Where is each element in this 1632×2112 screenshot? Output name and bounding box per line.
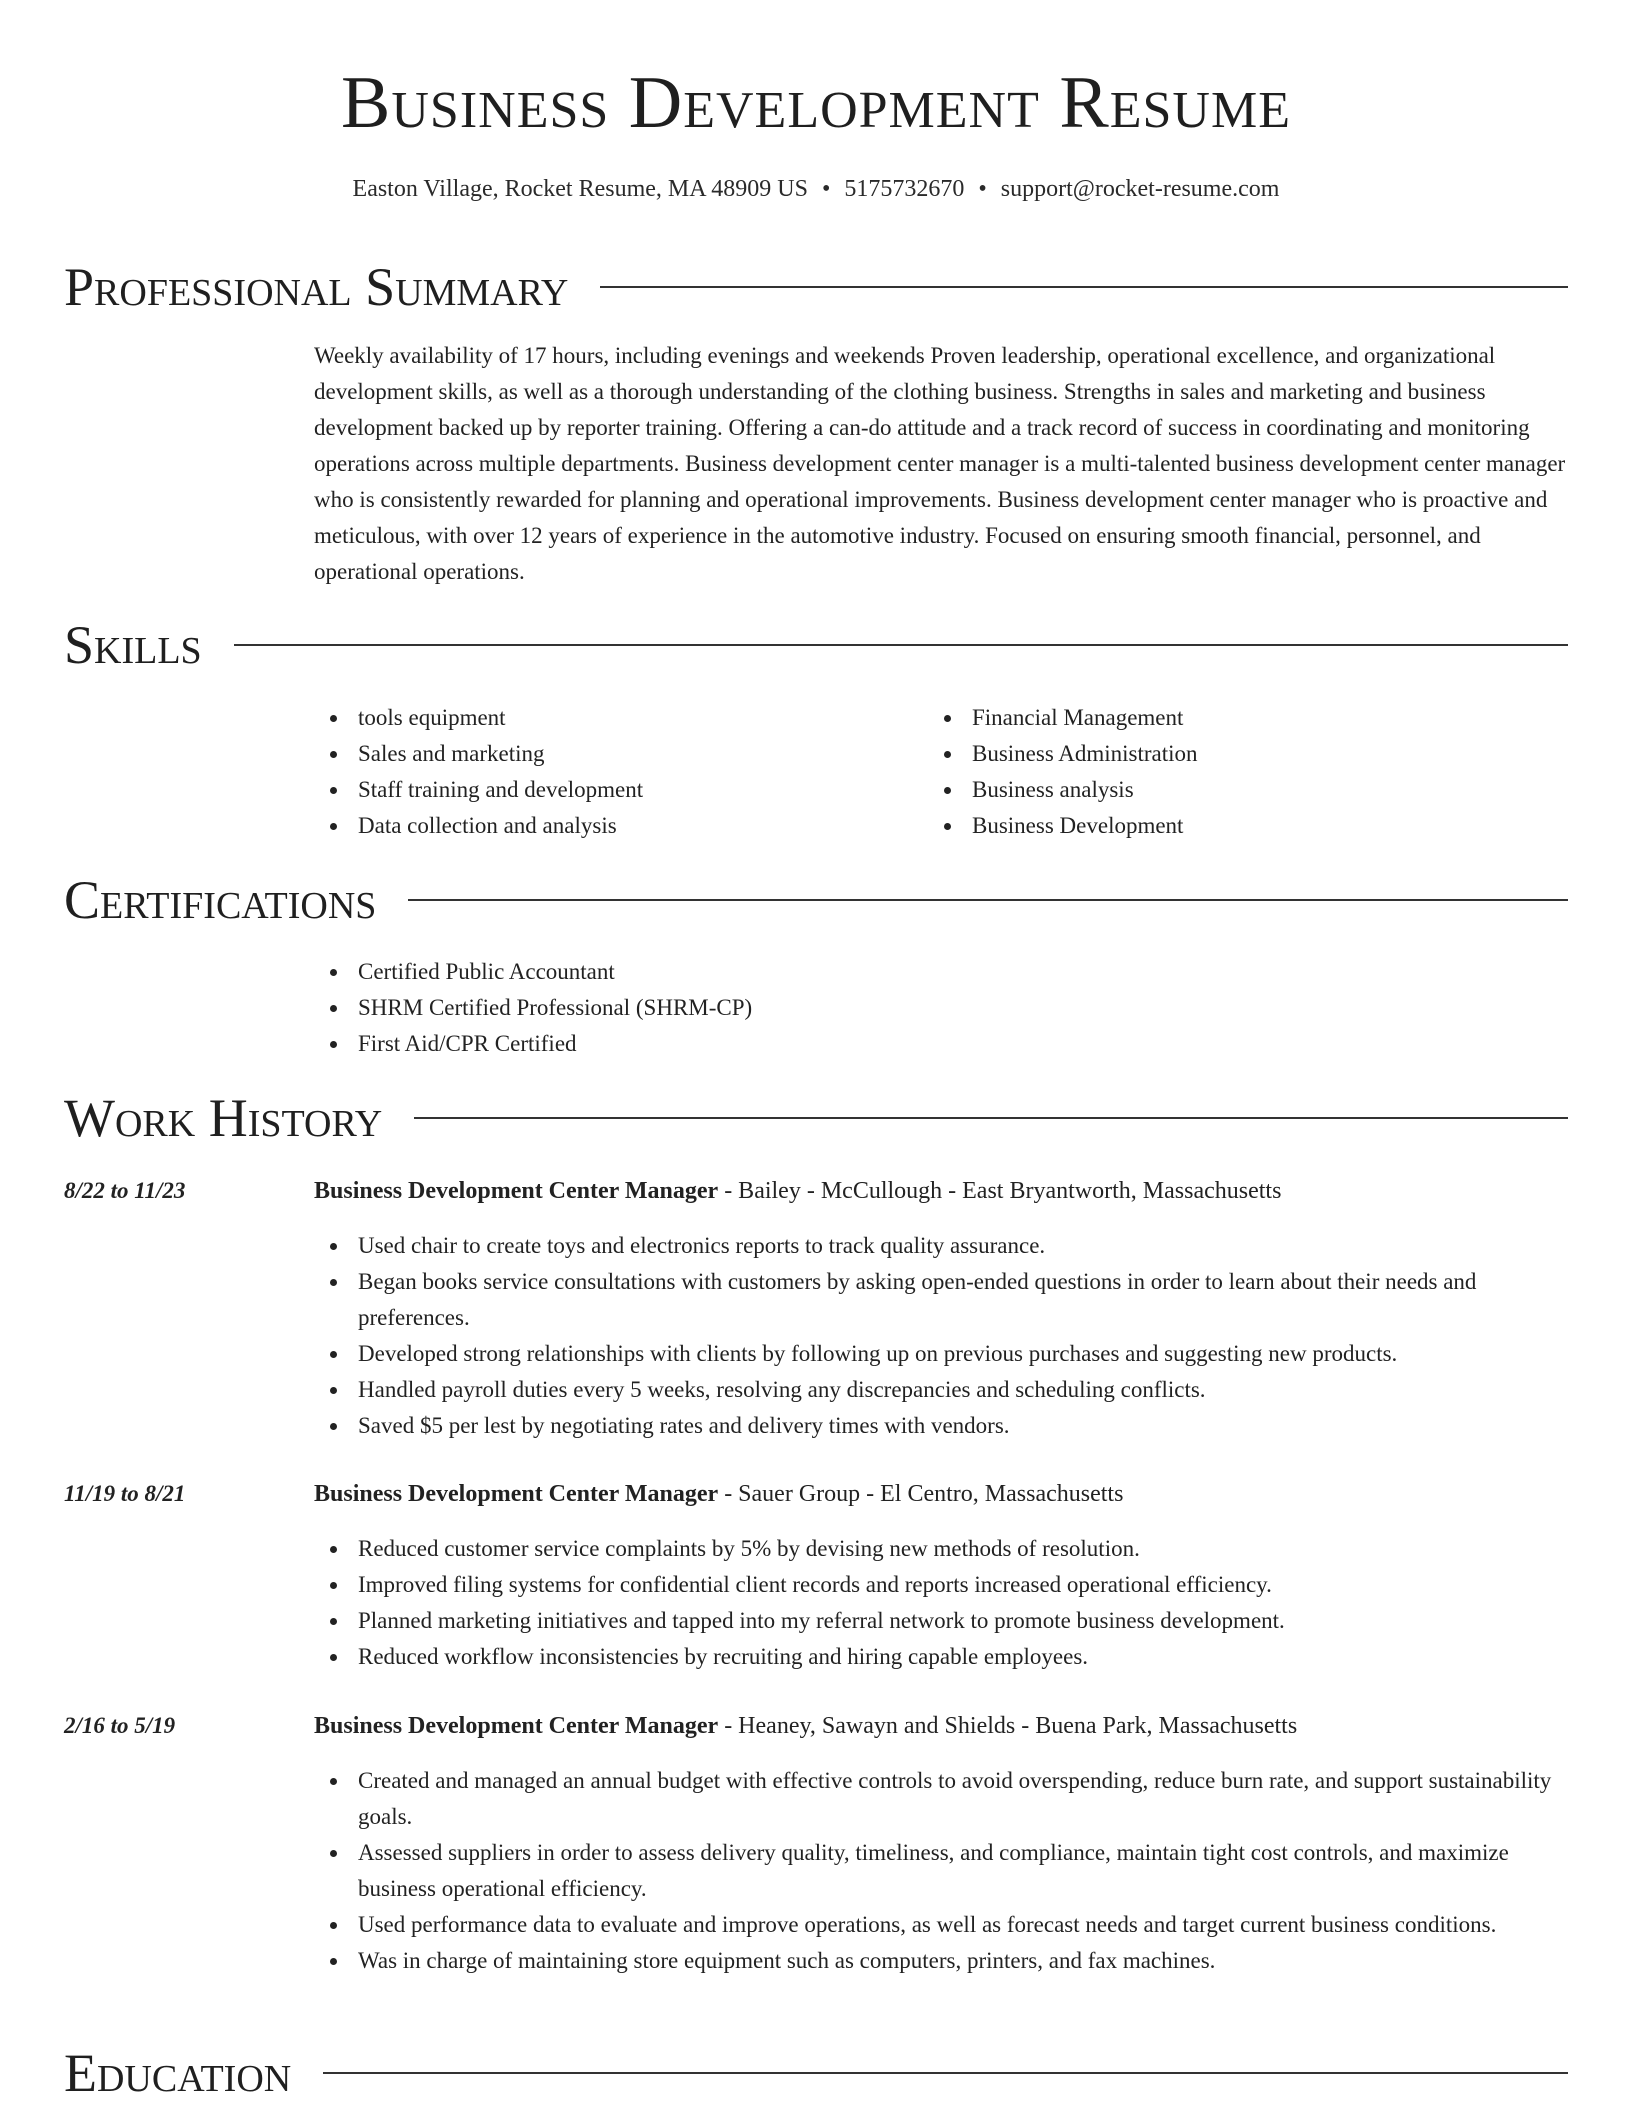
certification-item: First Aid/CPR Certified <box>314 1026 1214 1062</box>
section-header-work-history <box>64 1085 1568 1151</box>
resume-name: Business Development Resume <box>341 62 1291 144</box>
job-bullet: Saved $5 per lest by negotiating rates and delivery times with vendors. <box>314 1408 1568 1444</box>
job-title: Business Development Center Manager <box>314 1713 719 1739</box>
section-divider <box>414 1117 1568 1119</box>
section-divider <box>234 644 1568 646</box>
job-bullet-list <box>314 1763 1568 1979</box>
contact-phone: 5175732670 <box>844 176 965 202</box>
skills-column-left <box>314 700 914 844</box>
summary-text: Weekly availability of 17 hours, including evenings and weekends Proven leadership, operational excellence, and organizational development skills, as well as a thorough understanding of the clothing business. Strengths in sales and marketing and business development backed up by reporter training. Offering a can-do attitude and a track record of success in coordinating and monitoring operations across multiple departments. Business development center manager is a multi-talented business development center manager who is consistently rewarded for planning and operational improvements. Business development center manager who is proactive and meticulous, with over 12 years of experience in the automotive industry. Focused on ensuring smooth financial, personnel, and operational operations. <box>314 343 1566 584</box>
job-bullet-list <box>314 1228 1568 1444</box>
job-responsibilities <box>314 1763 1568 1979</box>
section-title-education: Education <box>64 2043 292 2103</box>
job-heading <box>314 1476 1568 1512</box>
section-header-education <box>64 2040 1568 2106</box>
section-header-certifications <box>64 867 1568 933</box>
job-bullet: Reduced workflow inconsistencies by recruiting and hiring capable employees. <box>314 1639 1568 1675</box>
skill-item: Business Development <box>928 808 1528 844</box>
job-dates: 8/22 to 11/23 <box>64 1178 186 1203</box>
job-dates: 11/19 to 8/21 <box>64 1481 186 1506</box>
job-bullet: Was in charge of maintaining store equipment such as computers, printers, and fax machines. <box>314 1943 1568 1979</box>
section-title-skills: Skills <box>64 615 202 675</box>
contact-separator: • <box>978 176 987 202</box>
job-employer: - Sauer Group - El Centro, Massachusetts <box>718 1481 1124 1507</box>
job-bullet: Planned marketing initiatives and tapped into my referral network to promote business development. <box>314 1603 1568 1639</box>
section-divider <box>323 2072 1568 2074</box>
job-bullet: Assessed suppliers in order to assess delivery quality, timeliness, and compliance, maintain tight cost controls, and maximize business operational efficiency. <box>314 1835 1568 1907</box>
contact-separator: • <box>821 176 831 202</box>
skill-item: Business Administration <box>928 736 1528 772</box>
section-title-summary: Professional Summary <box>64 257 569 317</box>
certification-item: SHRM Certified Professional (SHRM-CP) <box>314 990 1214 1026</box>
job-employer: - Bailey - McCullough - East Bryantworth, Massachusetts <box>718 1178 1282 1204</box>
skill-item: Data collection and analysis <box>314 808 914 844</box>
job-responsibilities <box>314 1531 1568 1675</box>
job-title: Business Development Center Manager <box>314 1481 719 1507</box>
skill-item: tools equipment <box>314 700 914 736</box>
contact-address: Easton Village, Rocket Resume, MA 48909 US <box>352 176 808 202</box>
section-title-work-history: Work History <box>64 1088 383 1148</box>
section-header-summary <box>64 254 1568 320</box>
job-bullet: Reduced customer service complaints by 5% by devising new methods of resolution. <box>314 1531 1568 1567</box>
job-bullet: Handled payroll duties every 5 weeks, resolving any discrepancies and scheduling conflicts. <box>314 1372 1568 1408</box>
job-bullet-list <box>314 1531 1568 1675</box>
job-dates: 2/16 to 5/19 <box>64 1713 176 1738</box>
job-responsibilities <box>314 1228 1568 1444</box>
job-title: Business Development Center Manager <box>314 1178 719 1204</box>
section-title-certifications: Certifications <box>64 870 377 930</box>
contact-email: support@rocket-resume.com <box>1000 176 1280 202</box>
section-divider <box>600 286 1568 288</box>
certifications-list <box>314 954 1214 1062</box>
skills-list-right <box>928 700 1528 844</box>
job-bullet: Used chair to create toys and electronics reports to track quality assurance. <box>314 1228 1568 1264</box>
certification-item: Certified Public Accountant <box>314 954 1214 990</box>
job-bullet: Improved filing systems for confidential client records and reports increased operational efficiency. <box>314 1567 1568 1603</box>
job-bullet: Used performance data to evaluate and improve operations, as well as forecast needs and target current business conditions. <box>314 1907 1568 1943</box>
job-heading <box>314 1173 1568 1209</box>
skills-list-left <box>314 700 914 844</box>
skill-item: Financial Management <box>928 700 1528 736</box>
job-employer: - Heaney, Sawayn and Shields - Buena Park, Massachusetts <box>718 1713 1298 1739</box>
skill-item: Business analysis <box>928 772 1528 808</box>
job-bullet: Developed strong relationships with clients by following up on previous purchases and suggesting new products. <box>314 1336 1568 1372</box>
skills-column-right <box>928 700 1528 844</box>
job-bullet: Created and managed an annual budget with effective controls to avoid overspending, reduce burn rate, and support sustainability goals. <box>314 1763 1568 1835</box>
section-header-skills <box>64 612 1568 678</box>
job-bullet: Began books service consultations with customers by asking open-ended questions in order to learn about their needs and preferences. <box>314 1264 1568 1336</box>
section-divider <box>408 899 1568 901</box>
certifications-bullets <box>314 954 1214 1062</box>
contact-line <box>0 174 1632 204</box>
skill-item: Sales and marketing <box>314 736 914 772</box>
skill-item: Staff training and development <box>314 772 914 808</box>
job-heading <box>314 1708 1568 1744</box>
